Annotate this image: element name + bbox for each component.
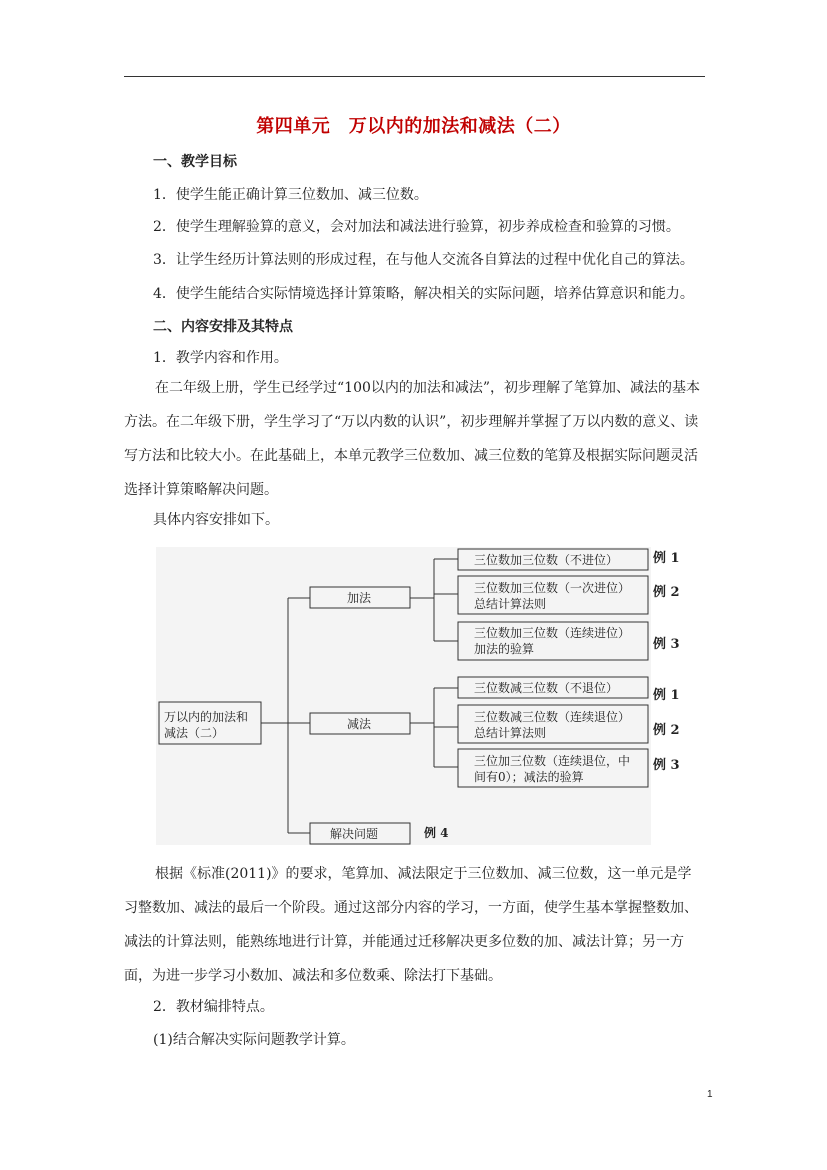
diagram-sub-item-3-line2: 间有0）；减法的验算	[474, 770, 584, 784]
paragraph-background-text: 在二年级上册，学生已经学过“100以内的加法和减法”，初步理解了笔算加、减法的基本方法。在二年级下册，学生学习了“万以内数的认识”，初步理解并掌握了万以内数的意义、读写方法和比较大小。在此基础上，本单元教学三位数加、减三位数的笔算及根据实际问题灵活选择计算策略解决问题。	[124, 380, 701, 498]
diagram-branch-solve: 解决问题	[330, 827, 379, 841]
diagram-add-item-3-line2: 加法的验算	[474, 642, 535, 656]
page-title: 第四单元 万以内的加法和减法（二）	[256, 116, 571, 137]
diagram-sub-item-1: 三位数减三位数（不退位）	[474, 681, 619, 695]
diagram-root-line2: 减法（二）	[164, 726, 225, 740]
content-structure-diagram	[156, 547, 651, 845]
diagram-add-item-2-line1: 三位数加三位数（一次进位）	[474, 581, 631, 595]
diagram-sub-example-1: 例 1	[653, 688, 680, 703]
diagram-add-item-1: 三位数加三位数（不进位）	[474, 553, 619, 567]
subheading-content-role: 1．教学内容和作用。	[153, 350, 288, 366]
diagram-add-item-3-line1: 三位数加三位数（连续进位）	[474, 626, 631, 640]
diagram-sub-example-2: 例 2	[653, 723, 680, 738]
header-rule	[124, 76, 705, 77]
subheading-arrangement-features: 2．教材编排特点。	[153, 999, 274, 1015]
paragraph-standard-text: 根据《标准(2011)》的要求，笔算加、减法限定于三位数加、减三位数，这一单元是学习整数加、减法的最后一个阶段。通过这部分内容的学习，一方面，使学生基本掌握整数加、减法的计算法则，能熟练地进行计算，并能通过迁移解决更多位数的加、减法计算；另一方面，为进一步学习小数加、减法和多位数乘、除法打下基础。	[124, 866, 698, 984]
goal-item-4: 4．使学生能结合实际情境选择计算策略，解决相关的实际问题，培养估算意识和能力。	[153, 286, 694, 302]
diagram-add-example-3: 例 3	[653, 637, 680, 652]
diagram-branch-sub: 减法	[347, 717, 372, 731]
diagram-branch-add: 加法	[347, 591, 372, 605]
diagram-add-example-2: 例 2	[653, 585, 680, 600]
section-heading-content: 二、内容安排及其特点	[153, 319, 293, 335]
diagram-sub-item-2-line1: 三位数减三位数（连续退位）	[474, 710, 631, 724]
paragraph-background	[124, 371, 704, 507]
page-number: 1	[707, 1089, 713, 1100]
diagram-example-labels	[650, 547, 695, 787]
goal-item-3: 3．让学生经历计算法则的形成过程，在与他人交流各自算法的过程中优化自己的算法。	[153, 252, 694, 268]
diagram-solve-example: 例 4	[424, 826, 449, 840]
goal-item-1: 1．使学生能正确计算三位数加、减三位数。	[153, 187, 428, 203]
goal-item-2: 2．使学生理解验算的意义，会对加法和减法进行验算，初步养成检查和验算的习惯。	[153, 219, 680, 235]
diagram-sub-item-3-line1: 三位加三位数（连续退位，中	[474, 754, 631, 768]
diagram-sub-example-3: 例 3	[653, 758, 680, 773]
paragraph-arrangement-intro: 具体内容安排如下。	[153, 512, 279, 528]
subheading-combine-problems: (1)结合解决实际问题教学计算。	[153, 1032, 355, 1048]
paragraph-standard	[124, 857, 704, 993]
diagram-root-line1: 万以内的加法和	[164, 710, 249, 724]
diagram-add-example-1: 例 1	[653, 551, 680, 566]
diagram-add-item-2-line2: 总结计算法则	[474, 597, 547, 611]
diagram-sub-item-2-line2: 总结计算法则	[474, 726, 547, 740]
section-heading-goals: 一、教学目标	[153, 154, 237, 170]
